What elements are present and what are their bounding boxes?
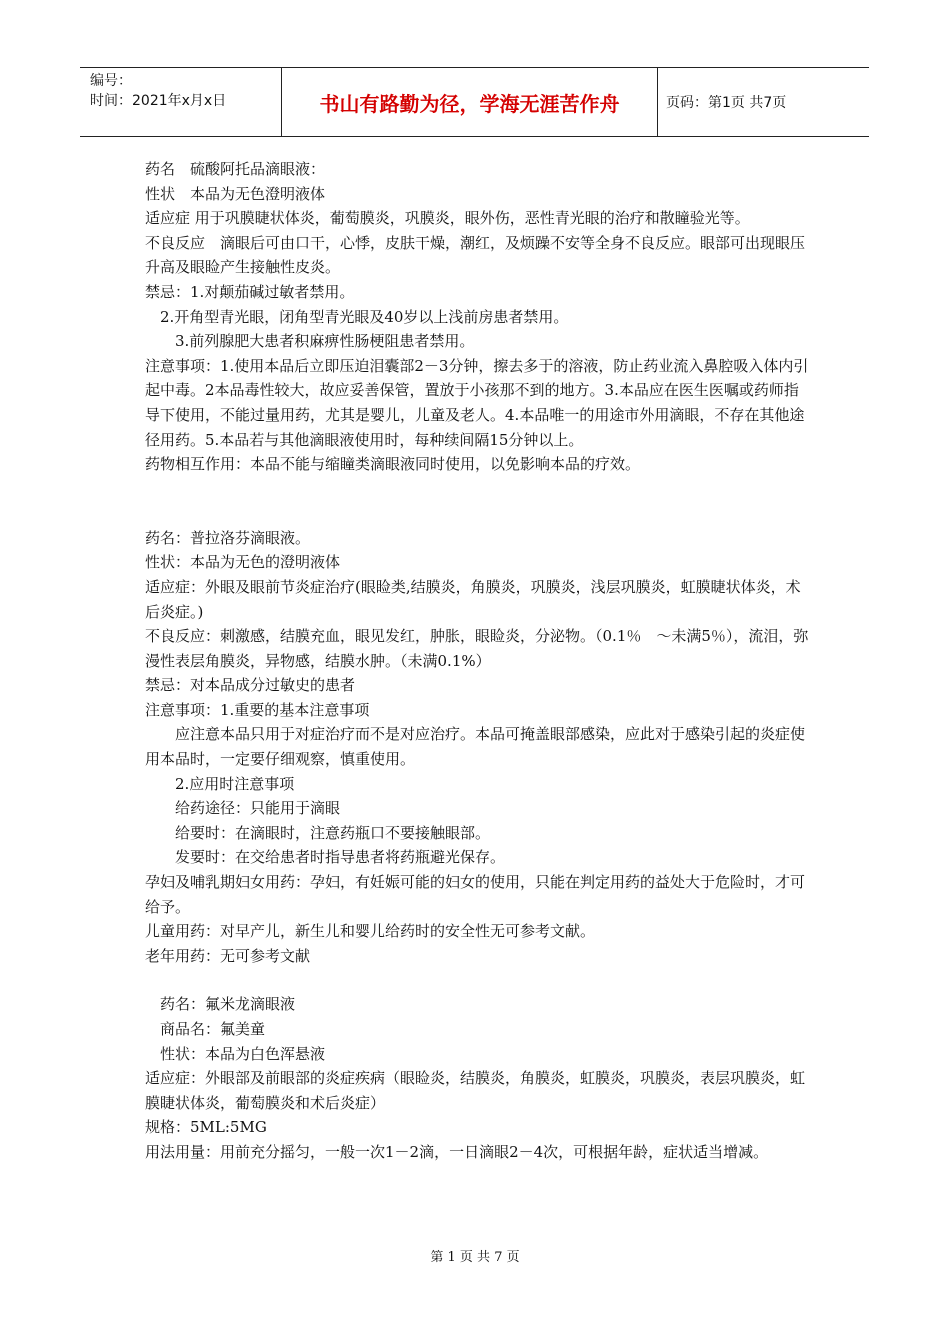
paragraph: 禁忌：1.对颠茄碱过敏者禁用。 [145, 282, 355, 301]
header-page-info: 页码：第1页 共7页 [666, 95, 787, 111]
date-label: 时间：2021年x月x日 [90, 93, 227, 109]
paragraph: 性状：本品为白色浑悬液 [145, 1044, 326, 1063]
paragraph: 禁忌：对本品成分过敏史的患者 [145, 676, 356, 695]
paragraph: 药物相互作用：本品不能与缩瞳类滴眼液同时使用，以免影响本品的疗效。 [145, 455, 641, 474]
paragraph: 不良反应：刺激感，结膜充血，眼见发红，肿胀，眼睑炎，分泌物。（0.1％ ～未满5％），流泪，弥漫性表层角膜炎，异物感，结膜水肿。（未满0.1%） [145, 627, 809, 670]
paragraph: 孕妇及哺乳期妇女用药：孕妇，有妊娠可能的妇女的使用，只能在判定用药的益处大于危险时，才可给予。 [145, 873, 806, 916]
paragraph: 2.应用时注意事项 [145, 774, 295, 793]
paragraph: 注意事项：1.重要的基本注意事项 [145, 700, 370, 719]
paragraph: 应注意本品只用于对症治疗而不是对应治疗。本品可掩盖眼部感染，应此对于感染引起的炎症使用本品时，一定要仔细观察，慎重使用。 [145, 725, 806, 769]
paragraph: 性状：本品为无色的澄明液体 [145, 553, 341, 572]
paragraph: 3.前列腺肥大患者积麻痹性肠梗阻患者禁用。 [145, 332, 475, 351]
paragraph: 药名：氟米龙滴眼液 [145, 995, 296, 1014]
paragraph: 不良反应 滴眼后可由口干，心悸，皮肤干燥，潮红，及烦躁不安等全身不良反应。眼部可出现眼压升高及眼睑产生接触性皮炎。 [145, 233, 806, 277]
paragraph: 商品名：氟美童 [145, 1020, 266, 1038]
paragraph: 药名：普拉洛芬滴眼液。 [145, 528, 311, 547]
header-motto: 书山有路勤为径，学海无涯苦作舟 [319, 91, 620, 116]
page-header [80, 67, 869, 137]
drug-section-fluorometholone [145, 992, 809, 1164]
number-label: 编号： [90, 73, 132, 89]
paragraph: 适应症：外眼部及前眼部的炎症疾病（眼睑炎，结膜炎，角膜炎，虹膜炎，巩膜炎，表层巩膜炎，虹膜睫状体炎，葡萄膜炎和术后炎症） [145, 1069, 806, 1112]
paragraph: 适应症：外眼及眼前节炎症治疗(眼睑类,结膜炎，角膜炎，巩膜炎，浅层巩膜炎，虹膜睫状体炎，术后炎症。) [145, 577, 801, 621]
page-footer: 第 1 页 共 7 页 [430, 1250, 520, 1265]
paragraph: 给要时：在滴眼时，注意药瓶口不要接触眼部。 [145, 823, 491, 842]
paragraph: 药名 硫酸阿托品滴眼液： [145, 160, 326, 178]
header-meta [90, 71, 280, 111]
section-spacer [145, 477, 809, 526]
paragraph: 性状 本品为无色澄明液体 [145, 184, 326, 203]
document-body [145, 157, 809, 1165]
paragraph: 注意事项：1.使用本品后立即压迫泪囊部2－3分钟，擦去多于的溶液，防止药业流入鼻腔吸入体内引起中毒。2本品毒性较大，故应妥善保管，置放于小孩那不到的地方。3.本品应在医生医嘱或药师指导下使用，不能过量用药，尤其是婴儿，儿童及老人。4.本品唯一的用途市外用滴眼，不存在其他途径用药。5.本品若与其他滴眼液使用时，每种续间隔15分钟以上。 [145, 356, 809, 449]
paragraph: 用法用量：用前充分摇匀，一般一次1－2滴，一日滴眼2－4次，可根据年龄，症状适当增减。 [145, 1142, 769, 1161]
drug-section-atropine [145, 157, 809, 477]
paragraph: 2.开角型青光眼，闭角型青光眼及40岁以上浅前房患者禁用。 [145, 307, 569, 326]
paragraph: 老年用药：无可参考文献 [145, 946, 311, 965]
paragraph: 发要时：在交给患者时指导患者将药瓶避光保存。 [145, 848, 506, 867]
paragraph: 适应症 用于巩膜睫状体炎，葡萄膜炎，巩膜炎，眼外伤，恶性青光眼的治疗和散瞳验光等。 [145, 209, 750, 228]
section-spacer [145, 968, 809, 992]
paragraph: 给药途径：只能用于滴眼 [145, 799, 341, 818]
paragraph: 儿童用药：对早产儿，新生儿和婴儿给药时的安全性无可参考文献。 [145, 922, 596, 941]
paragraph: 规格：5ML:5MG [145, 1118, 267, 1137]
drug-section-pranoprofen [145, 526, 809, 969]
header-divider [657, 68, 658, 136]
